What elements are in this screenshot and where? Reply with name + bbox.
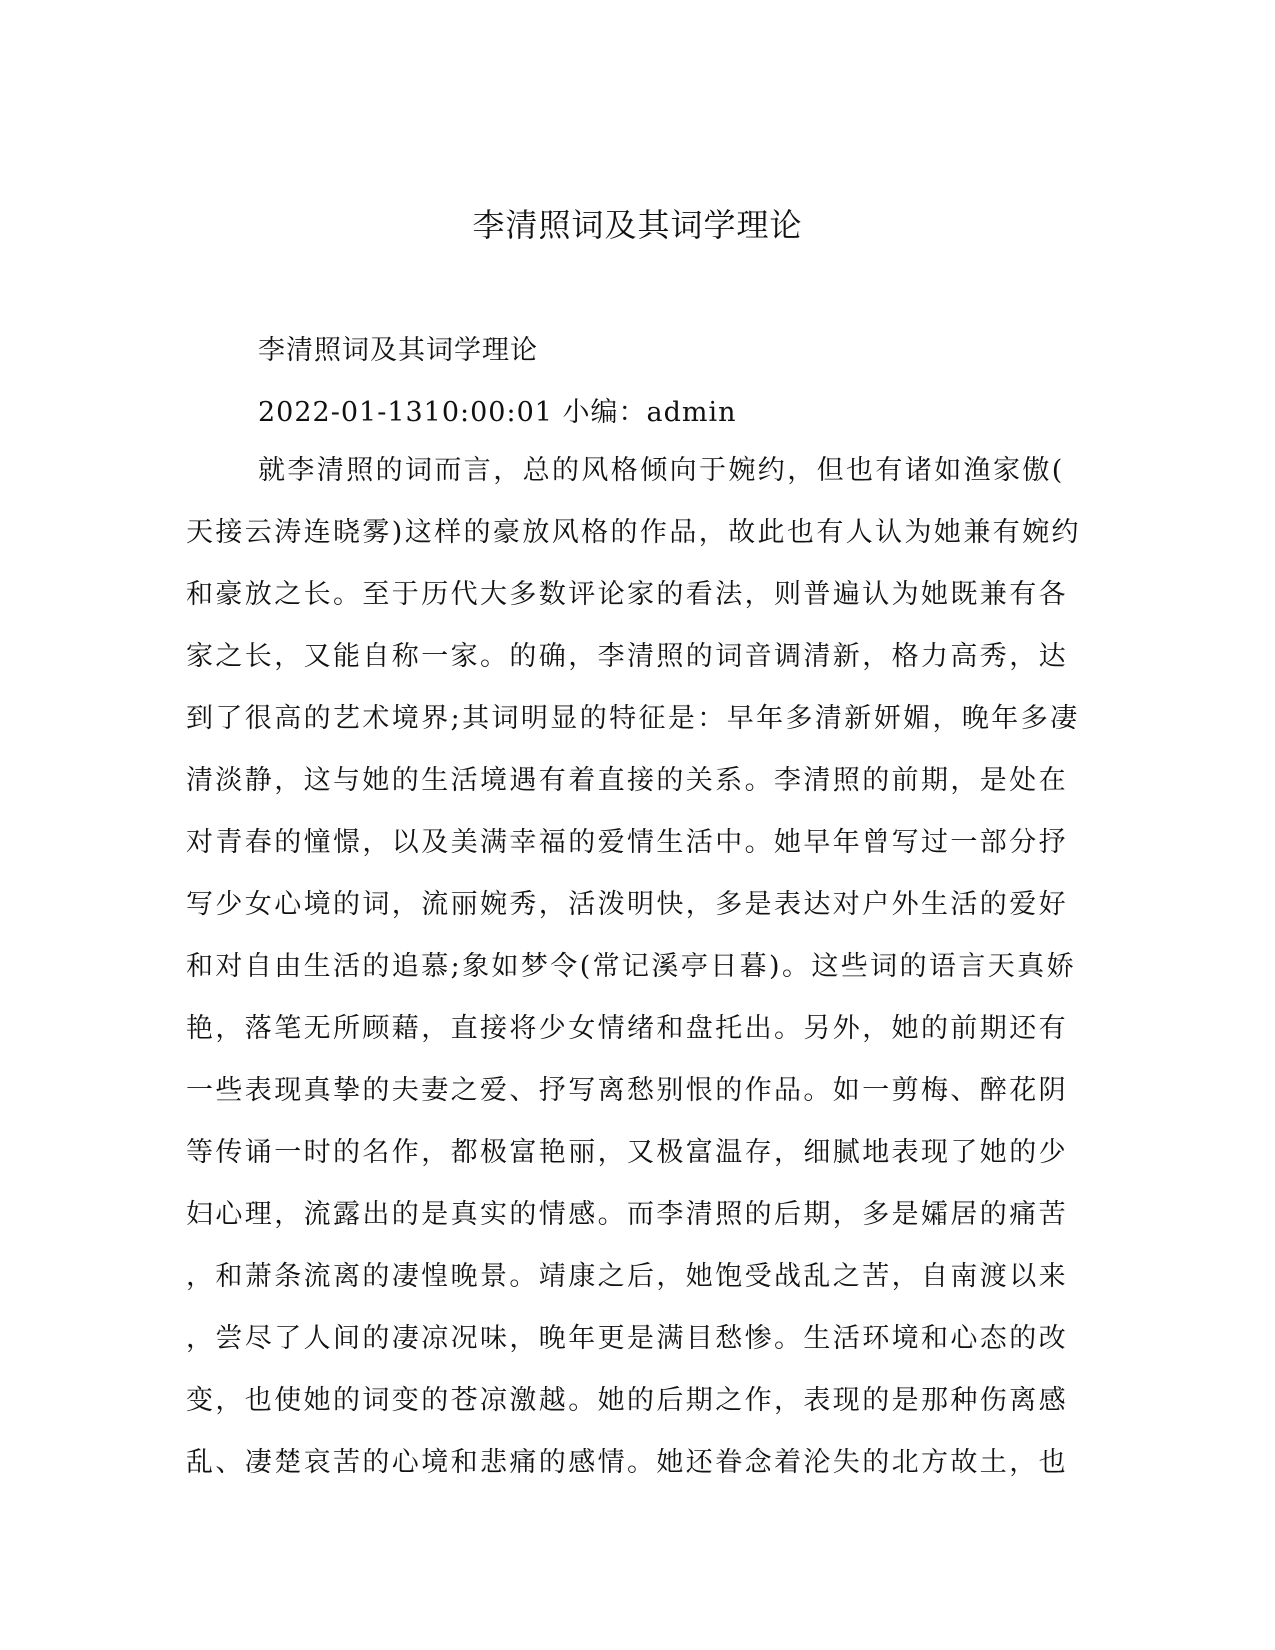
article-body xyxy=(186,451,1081,1505)
body-line: ，尝尽了人间的凄凉况味，晚年更是满目愁惨。生活环境和心态的改 xyxy=(186,1323,1068,1354)
body-line: 妇心理，流露出的是真实的情感。而李清照的后期，多是孀居的痛苦 xyxy=(186,1199,1068,1230)
body-line: ，和萧条流离的凄惶晚景。靖康之后，她饱受战乱之苦，自南渡以来 xyxy=(186,1261,1068,1292)
article-subtitle: 李清照词及其词学理论 xyxy=(258,335,538,366)
page-title: 李清照词及其词学理论 xyxy=(472,206,803,244)
body-line: 对青春的憧憬，以及美满幸福的爱情生活中。她早年曾写过一部分抒 xyxy=(186,827,1068,858)
body-line: 一些表现真挚的夫妻之爱、抒写离愁别恨的作品。如一剪梅、醉花阴 xyxy=(186,1075,1068,1106)
body-line: 天接云涛连晓雾)这样的豪放风格的作品，故此也有人认为她兼有婉约 xyxy=(186,517,1081,548)
body-line: 艳，落笔无所顾藉，直接将少女情绪和盘托出。另外，她的前期还有 xyxy=(186,1013,1068,1044)
body-line: 到了很高的艺术境界;其词明显的特征是：早年多清新妍媚，晚年多凄 xyxy=(186,703,1080,734)
body-line: 写少女心境的词，流丽婉秀，活泼明快，多是表达对户外生活的爱好 xyxy=(186,889,1068,920)
body-line: 乱、凄楚哀苦的心境和悲痛的感情。她还眷念着沦失的北方故土，也 xyxy=(186,1447,1068,1478)
body-line: 和豪放之长。至于历代大多数评论家的看法，则普遍认为她既兼有各 xyxy=(186,579,1068,610)
body-line: 家之长，又能自称一家。的确，李清照的词音调清新，格力高秀，达 xyxy=(186,641,1068,672)
body-line: 和对自由生活的追慕;象如梦令(常记溪亭日暮)。这些词的语言天真娇 xyxy=(186,951,1076,982)
body-line: 变，也使她的词变的苍凉激越。她的后期之作，表现的是那种伤离感 xyxy=(186,1385,1068,1416)
article-dateline: 2022-01-1310:00:01 小编：admin xyxy=(258,397,737,428)
body-line: 等传诵一时的名作，都极富艳丽，又极富温存，细腻地表现了她的少 xyxy=(186,1137,1068,1168)
body-line: 就李清照的词而言，总的风格倾向于婉约，但也有诸如渔家傲( xyxy=(258,455,1065,486)
body-line: 清淡静，这与她的生活境遇有着直接的关系。李清照的前期，是处在 xyxy=(186,765,1068,796)
